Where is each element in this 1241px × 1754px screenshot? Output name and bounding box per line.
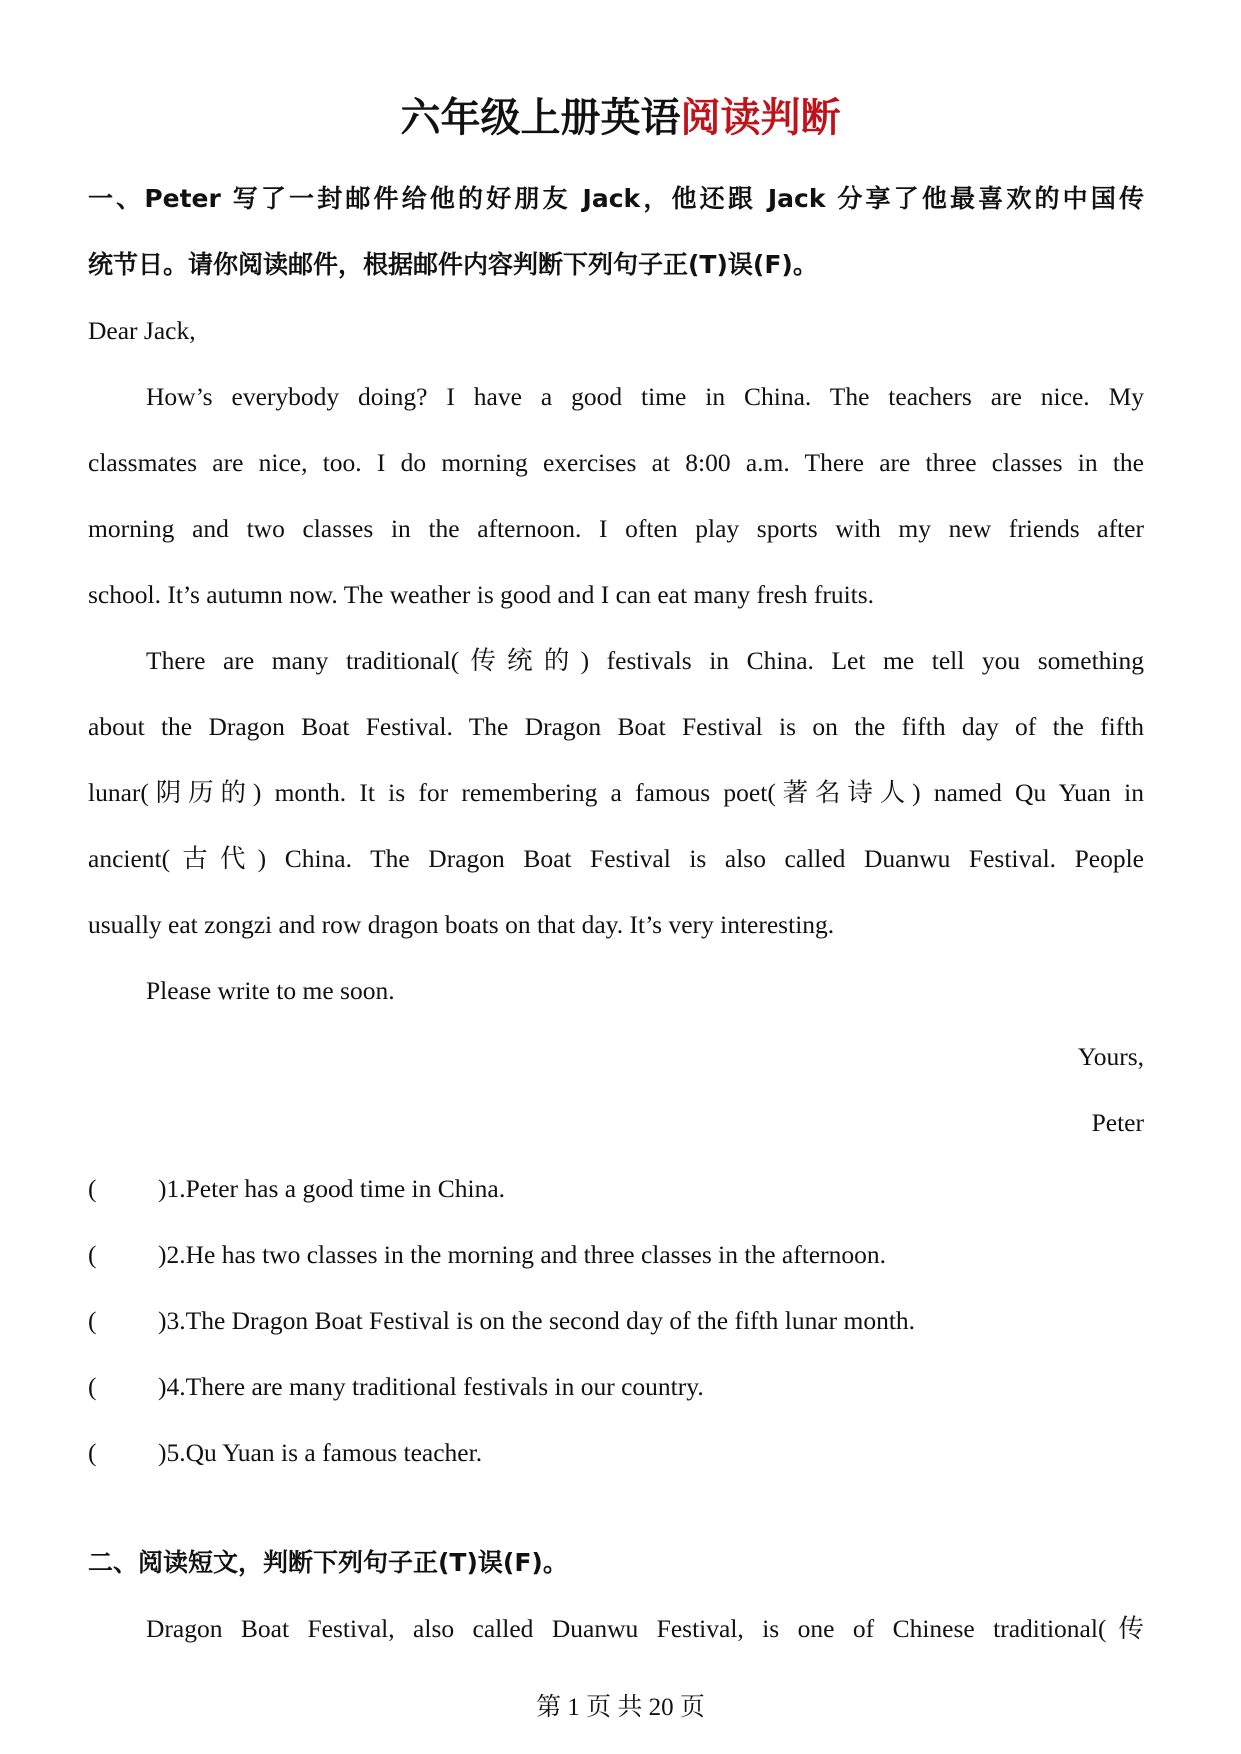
- answer-blank-5[interactable]: (: [88, 1438, 97, 1467]
- section1-heading-line2: 统节日。请你阅读邮件，根据邮件内容判断下列句子正(T)误(F)。: [88, 250, 818, 279]
- letter-line-7: lunar(阴历的) month. It is for remembering a famous poet(著名诗人) named Qu Yuan in: [88, 778, 1144, 807]
- letter-line-5: There are many traditional(传统的) festivals in China. Let me tell you something: [146, 646, 1144, 675]
- title-red: 阅读判断: [680, 95, 841, 141]
- question-4: ( )4.There are many traditional festivals in our country.: [88, 1354, 1144, 1420]
- answer-blank-1[interactable]: (: [88, 1174, 97, 1203]
- letter-greeting: Dear Jack,: [88, 316, 196, 345]
- letter-line-2: classmates are nice, too. I do morning exercises at 8:00 a.m. There are three classes in the: [88, 448, 1144, 477]
- answer-blank-4[interactable]: (: [88, 1372, 97, 1401]
- section2-line-1: Dragon Boat Festival, also called Duanwu Festival, is one of Chinese traditional(传: [146, 1614, 1144, 1643]
- page-footer: 第 1 页 共 20 页: [536, 1694, 705, 1721]
- question-2: ( )2.He has two classes in the morning and three classes in the afternoon.: [88, 1222, 1144, 1288]
- letter-signature: Peter: [1091, 1108, 1144, 1137]
- document-body: [88, 166, 1144, 1662]
- page-title: [0, 88, 1241, 148]
- letter-line-10: Please write to me soon.: [146, 976, 395, 1005]
- letter-line-9: usually eat zongzi and row dragon boats on that day. It’s very interesting.: [88, 910, 835, 939]
- answer-blank-3[interactable]: (: [88, 1306, 97, 1335]
- letter-closing: Yours,: [1077, 1042, 1144, 1071]
- section2-heading: 二、阅读短文，判断下列句子正(T)误(F)。: [88, 1548, 568, 1577]
- section-spacer: [88, 1486, 1144, 1530]
- answer-blank-2[interactable]: (: [88, 1240, 97, 1269]
- letter-line-4: school. It’s autumn now. The weather is good and I can eat many fresh fruits.: [88, 580, 875, 609]
- title-black: 六年级上册英语: [400, 95, 681, 141]
- letter-line-3: morning and two classes in the afternoon. I often play sports with my new friends after: [88, 514, 1144, 543]
- letter-line-8: ancient(古代) China. The Dragon Boat Festival is also called Duanwu Festival. People: [88, 844, 1144, 873]
- letter-line-1: How’s everybody doing? I have a good time in China. The teachers are nice. My: [146, 382, 1144, 411]
- question-5: ( )5.Qu Yuan is a famous teacher.: [88, 1420, 1144, 1486]
- question-3: ( )3.The Dragon Boat Festival is on the second day of the fifth lunar month.: [88, 1288, 1144, 1354]
- question-1: ( )1.Peter has a good time in China.: [88, 1156, 1144, 1222]
- section1-heading-line1: 一、Peter 写了一封邮件给他的好朋友 Jack，他还跟 Jack 分享了他最喜欢的中国传: [88, 184, 1144, 213]
- letter-line-6: about the Dragon Boat Festival. The Dragon Boat Festival is on the fifth day of the fifth: [88, 712, 1144, 741]
